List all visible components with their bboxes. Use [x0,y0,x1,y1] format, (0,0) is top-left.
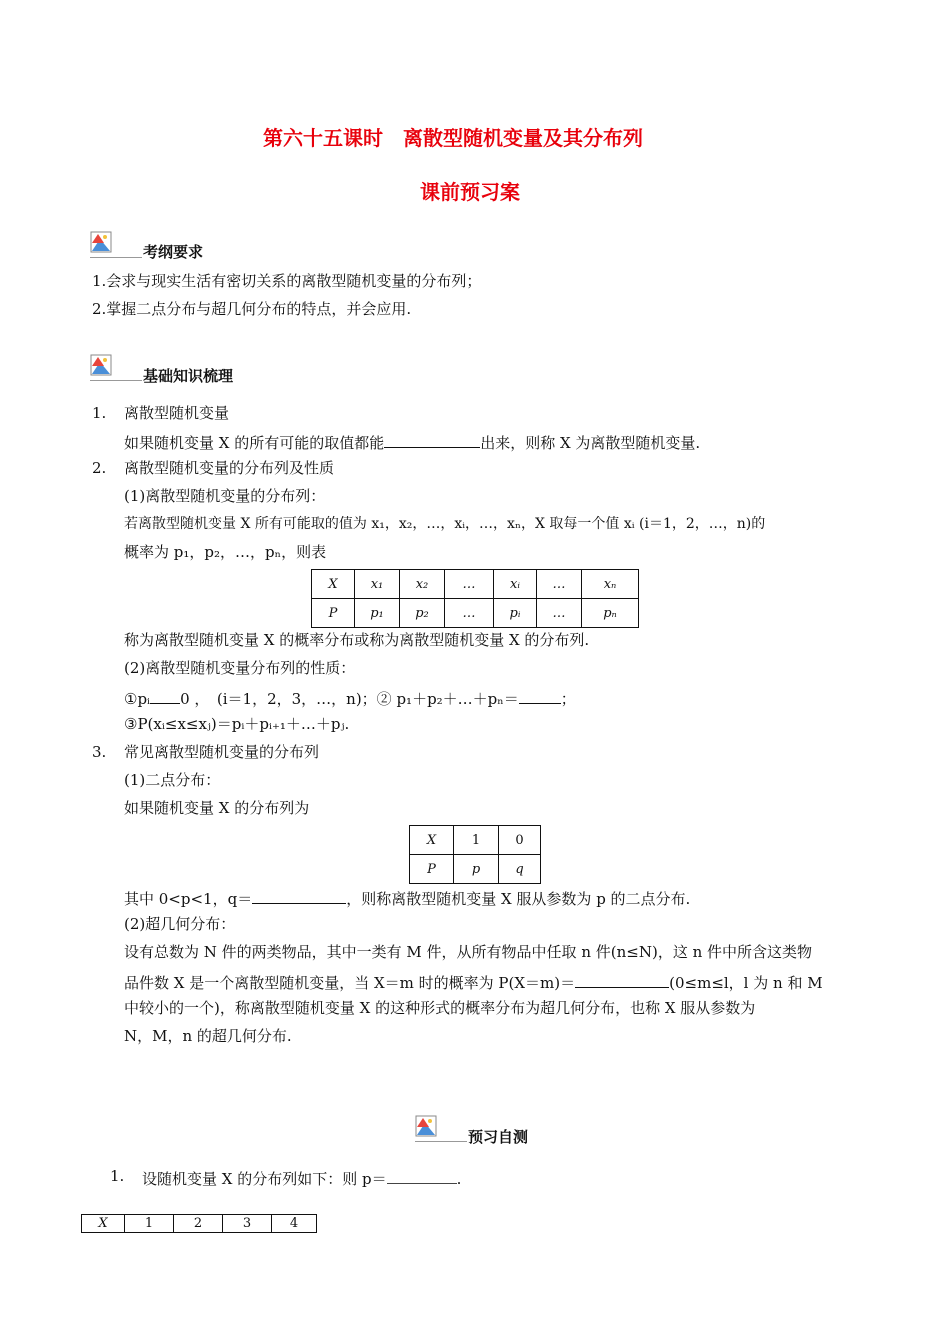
item-title: 常见离散型随机变量的分布列 [124,743,320,761]
table-cell: … [537,599,582,628]
page-subtitle: 课前预习案 [420,180,520,204]
question-text [142,1169,461,1187]
two-point-table [409,825,541,884]
property-line [124,689,576,707]
subheading: (1)离散型随机变量的分布列： [124,487,326,505]
fill-blank[interactable] [575,973,669,988]
paragraph-line: 概率为 p₁，p₂，…，pₙ，则表 [124,543,327,561]
property-a: ①pᵢ [124,690,151,708]
table-cell: … [537,570,582,599]
definition-text [124,433,700,451]
table-cell: 4 [272,1215,317,1233]
table-cell: X [82,1215,125,1233]
table-cell: 2 [174,1215,223,1233]
page-title: 第六十五课时 离散型随机变量及其分布列 [263,126,643,150]
property-line: ③P(xᵢ≤x≤xⱼ)＝pᵢ＋pᵢ₊₁＋…＋pⱼ. [124,715,350,733]
section-heading-yuxi: 预习自测 [468,1128,529,1146]
paragraph-line: N，M，n 的超几何分布. [124,1027,292,1045]
text-b: ，则称离散型随机变量 X 服从参数为 p 的二点分布. [346,890,691,908]
table-cell: P [312,599,355,628]
text-b: (0≤m≤l，l 为 n 和 M [669,974,823,992]
text-a: 其中 0<p<1，q＝ [124,890,253,908]
table-cell: 1 [454,826,499,855]
subheading: (1)二点分布： [124,771,221,789]
table-cell: x₂ [400,570,445,599]
paragraph-line: 设有总数为 N 件的两类物品，其中一类有 M 件，从所有物品中任取 n 件(n≤N)，这 n 件中所含这类物 [124,943,813,961]
paragraph-line: 称为离散型随机变量 X 的概率分布或称为离散型随机变量 X 的分布列. [124,631,590,649]
text-a: 品件数 X 是一个离散型随机变量，当 X＝m 时的概率为 P(X＝m)＝ [124,974,576,992]
table-cell: xᵢ [494,570,537,599]
question-table [81,1214,317,1233]
table-cell: P [410,855,454,884]
table-cell: p₁ [355,599,400,628]
section-heading-jichu: 基础知识梳理 [143,367,234,385]
question-text-a: 设随机变量 X 的分布列如下：则 p＝ [142,1170,387,1188]
section-image-icon [90,231,142,258]
property-b: 0 ， (i＝1，2，3，…，n)；② p₁＋p₂＋…＋pₙ＝ [180,690,519,708]
kaogang-item-1: 1.会求与现实生活有密切关系的离散型随机变量的分布列； [92,272,482,290]
table-cell: x₁ [355,570,400,599]
property-c: ； [560,690,576,708]
paragraph-line: 中较小的一个)，称离散型随机变量 X 的这种形式的概率分布为超几何分布，也称 X 服从参数为 [124,999,756,1017]
table-cell: X [410,826,454,855]
fill-blank[interactable] [387,1169,457,1184]
table-cell: 3 [223,1215,272,1233]
fill-blank[interactable] [150,689,180,704]
table-cell: q [499,855,541,884]
paragraph-line [124,973,823,991]
item-number: 1. [92,404,107,422]
item-title: 离散型随机变量 [124,404,230,422]
table-cell: xₙ [582,570,639,599]
distribution-table [311,569,639,628]
definition-text-a: 如果随机变量 X 的所有可能的取值都能 [124,434,385,452]
table-cell: p [454,855,499,884]
paragraph-line [124,889,690,907]
section-heading-kaogang: 考纲要求 [143,243,204,261]
kaogang-item-2: 2.掌握二点分布与超几何分布的特点，并会应用. [92,300,412,318]
table-cell: … [445,599,494,628]
section-image-icon [90,354,142,381]
table-cell: … [445,570,494,599]
fill-blank[interactable] [252,889,346,904]
fill-blank[interactable] [519,689,561,704]
table-cell: 1 [125,1215,174,1233]
table-cell: pᵢ [494,599,537,628]
paragraph-line: 若离散型随机变量 X 所有可能取的值为 x₁，x₂，…，xᵢ，…，xₙ，X 取每一个值 xᵢ (i＝1，2，…，n)的 [124,516,766,532]
item-number: 2. [92,459,107,477]
table-cell: pₙ [582,599,639,628]
table-cell: 0 [499,826,541,855]
fill-blank[interactable] [384,433,480,448]
item-number: 3. [92,743,107,761]
section-image-icon [415,1115,467,1142]
definition-text-b: 出来，则称 X 为离散型随机变量. [480,434,701,452]
table-cell: p₂ [400,599,445,628]
question-text-b: . [456,1170,462,1188]
table-cell: X [312,570,355,599]
question-number: 1. [110,1167,125,1185]
subheading: (2)超几何分布： [124,915,236,933]
subheading: (2)离散型随机变量分布列的性质： [124,659,356,677]
paragraph-line: 如果随机变量 X 的分布列为 [124,799,310,817]
item-title: 离散型随机变量的分布列及性质 [124,459,335,477]
